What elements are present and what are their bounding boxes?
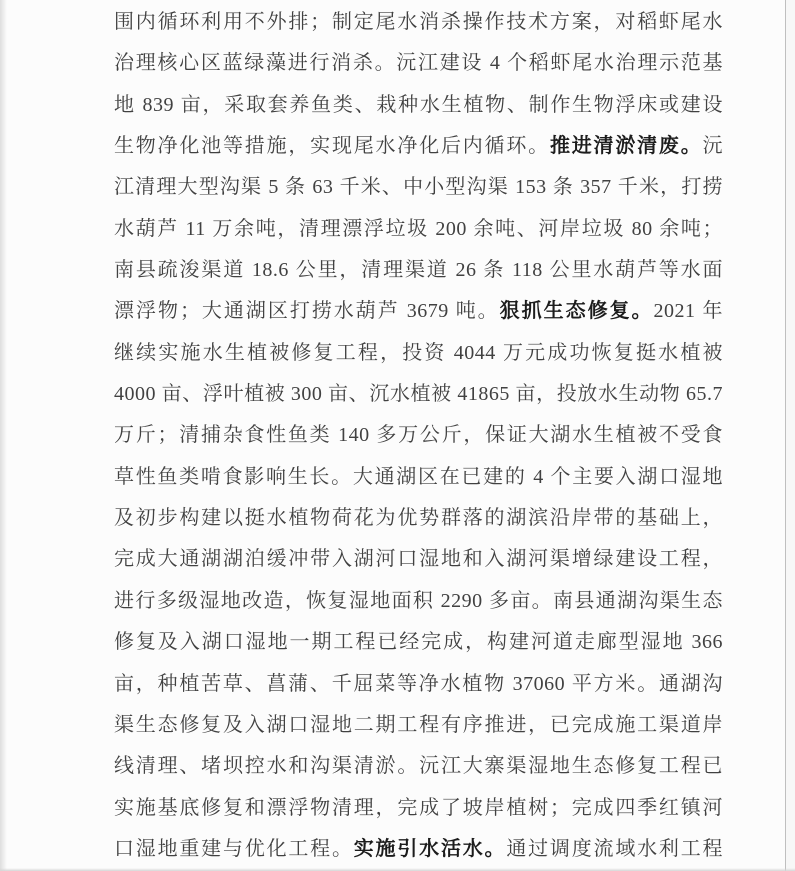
text-line <box>114 167 723 208</box>
text-line <box>114 539 723 580</box>
text-line <box>114 333 723 374</box>
text-line <box>114 291 723 332</box>
text-line <box>114 746 723 787</box>
body-text-run: 江清理大型沟渠 5 条 63 千米、中小型沟渠 153 条 357 千米，打捞 <box>114 176 723 199</box>
body-text-run: 通过调度流域水利工程 <box>506 837 723 860</box>
text-line <box>114 581 723 622</box>
scan-left-edge <box>0 0 7 871</box>
text-line <box>114 2 723 43</box>
body-text-run: 修复及入湖口湿地一期工程已经完成，构建河道走廊型湿地 366 <box>114 631 723 654</box>
body-text-run: 水葫芦 11 万余吨，清理漂浮垃圾 200 余吨、河岸垃圾 80 余吨； <box>114 217 723 240</box>
text-line <box>114 43 723 84</box>
body-text-run: 万斤；清捕杂食性鱼类 140 多万公斤，保证大湖水生植被不受食 <box>114 424 723 447</box>
paragraph-text-block <box>114 2 723 870</box>
body-text-run: 草性鱼类啃食影响生长。大通湖区在已建的 4 个主要入湖口湿地 <box>114 465 723 488</box>
body-text-run: 生物净化池等措施，实现尾水净化后内循环。 <box>114 135 550 158</box>
body-text-run: 南县疏浚渠道 18.6 公里，清理渠道 26 条 118 公里水葫芦等水面 <box>114 259 723 282</box>
text-line <box>114 374 723 415</box>
body-text-run: 沅 <box>702 135 723 158</box>
text-line <box>114 788 723 829</box>
text-line <box>114 705 723 746</box>
text-line <box>114 829 723 870</box>
text-line <box>114 622 723 663</box>
text-line <box>114 126 723 167</box>
scan-right-margin <box>786 0 795 871</box>
text-line <box>114 85 723 126</box>
text-line <box>114 415 723 456</box>
body-text-run: 4000 亩、浮叶植被 300 亩、沉水植被 41865 亩，投放水生动物 65.7 <box>114 383 723 406</box>
body-text-run: 及初步构建以挺水植物荷花为优势群落的湖滨沿岸带的基础上， <box>114 507 723 530</box>
body-text-run: 实施基底修复和漂浮物清理，完成了坡岸植树；完成四季红镇河 <box>114 796 723 819</box>
bold-emphasis-text: 狠抓生态修复。 <box>499 300 654 323</box>
scan-right-edge-line <box>785 0 786 871</box>
body-text-run: 线清理、堵坝控水和沟渠清淤。沅江大寨渠湿地生态修复工程已 <box>114 755 723 778</box>
body-text-run: 进行多级湿地改造，恢复湿地面积 2290 多亩。南县通湖沟渠生态 <box>114 589 723 612</box>
body-text-run: 地 839 亩，采取套养鱼类、栽种水生植物、制作生物浮床或建设 <box>114 93 723 116</box>
bold-emphasis-text: 实施引水活水。 <box>353 837 507 860</box>
body-text-run: 2021 年 <box>653 300 723 323</box>
body-text-run: 完成大通湖湖泊缓冲带入湖河口湿地和入湖河渠增绿建设工程， <box>114 548 723 571</box>
bold-emphasis-text: 推进清淤清废。 <box>549 135 703 158</box>
text-line <box>114 498 723 539</box>
body-text-run: 继续实施水生植被修复工程，投资 4044 万元成功恢复挺水植被 <box>114 341 723 364</box>
body-text-run: 口湿地重建与优化工程。 <box>114 837 354 860</box>
text-line <box>114 250 723 291</box>
body-text-run: 渠生态修复及入湖口湿地二期工程有序推进，已完成施工渠道岸 <box>114 713 723 736</box>
text-line <box>114 664 723 705</box>
text-line <box>114 457 723 498</box>
text-line <box>114 209 723 250</box>
body-text-run: 漂浮物；大通湖区打捞水葫芦 3679 吨。 <box>114 300 500 323</box>
body-text-run: 治理核心区蓝绿藻进行消杀。沅江建设 4 个稻虾尾水治理示范基 <box>114 52 723 75</box>
body-text-run: 亩，种植苦草、菖蒲、千屈菜等净水植物 37060 平方米。通湖沟 <box>114 672 723 695</box>
body-text-run: 围内循环利用不外排；制定尾水消杀操作技术方案，对稻虾尾水 <box>114 11 723 33</box>
